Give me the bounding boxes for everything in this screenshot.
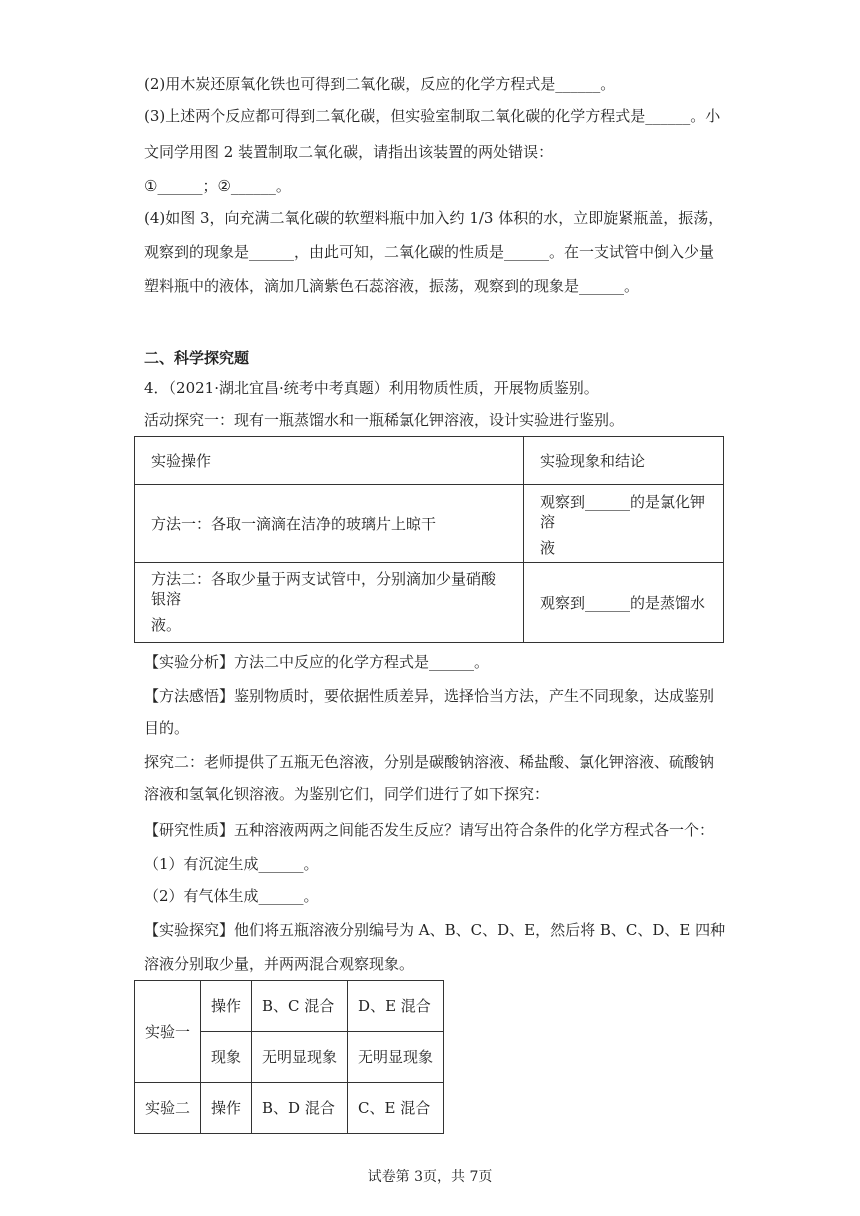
exp2-op-a: B、D 混合 [252, 1083, 348, 1134]
q3-part4-line2: 观察到的现象是______，由此可知，二氧化碳的性质是______。在一支试管中倒入少量 [144, 243, 715, 261]
explore2-line1: 探究二：老师提供了五瓶无色溶液，分别是碳酸钠溶液、稀盐酸、氯化钾溶液、硫酸钠 [144, 753, 715, 771]
exp-line1: 【实验探究】他们将五瓶溶液分别编号为 A、B、C、D、E，然后将 B、C、D、E 四种 [144, 921, 726, 939]
exp1-label: 实验一 [135, 981, 201, 1083]
research-text: 【研究性质】五种溶液两两之间能否发生反应？请写出符合条件的化学方程式各一个： [144, 821, 715, 839]
q3-part3-line1: (3)上述两个反应都可得到二氧化碳，但实验室制取二氧化碳的化学方程式是______。小 [144, 107, 721, 125]
research-item2: （2）有气体生成______。 [144, 887, 319, 905]
insight-line1: 【方法感悟】鉴别物质时，要依据性质差异，选择恰当方法，产生不同现象，达成鉴别 [144, 687, 715, 705]
section-title: 二、科学探究题 [144, 349, 250, 367]
exp2-op-b: C、E 混合 [348, 1083, 444, 1134]
exp1-phen-label: 现象 [201, 1032, 252, 1083]
q3-part3-line2: 文同学用图 2 装置制取二氧化碳，请指出该装置的两处错误： [144, 143, 554, 161]
page-footer: 试卷第 3页，共 7页 [367, 1169, 493, 1185]
exp1-op-a: B、C 混合 [252, 981, 348, 1032]
method2-operation [135, 563, 524, 643]
exp2-op-label: 操作 [201, 1083, 252, 1134]
header-result: 实验现象和结论 [524, 437, 724, 485]
method1-operation: 方法一：各取一滴滴在洁净的玻璃片上晾干 [135, 485, 524, 563]
explore2-line2: 溶液和氢氧化钡溶液。为鉴别它们，同学们进行了如下探究： [144, 785, 550, 803]
header-operation: 实验操作 [135, 437, 524, 485]
method1-result-line1: 观察到______的是氯化钾溶 [540, 492, 706, 531]
activity1-text: 活动探究一：现有一瓶蒸馏水和一瓶稀氯化钾溶液，设计实验进行鉴别。 [144, 411, 625, 429]
exp-line2: 溶液分别取少量，并两两混合观察现象。 [144, 955, 415, 973]
method1-result [524, 485, 724, 563]
q3-part4-line3: 塑料瓶中的液体，滴加几滴紫色石蕊溶液，振荡，观察到的现象是______。 [144, 277, 640, 295]
q3-part3-line3: ①______；②______。 [144, 177, 291, 195]
exp1-phen-b: 无明显现象 [348, 1032, 444, 1083]
q3-part4-line1: (4)如图 3，向充满二氧化碳的软塑料瓶中加入约 1/3 体积的水，立即旋紧瓶盖，振荡， [144, 209, 724, 227]
exp1-op-label: 操作 [201, 981, 252, 1032]
insight-line2: 目的。 [144, 719, 190, 737]
q4-intro: 4．（2021·湖北宜昌·统考中考真题）利用物质性质，开展物质鉴别。 [144, 379, 599, 397]
experiment-table [134, 980, 444, 1134]
analysis-text: 【实验分析】方法二中反应的化学方程式是______。 [144, 653, 490, 671]
q3-part2: (2)用木炭还原氧化铁也可得到二氧化碳，反应的化学方程式是______。 [144, 75, 616, 93]
exp2-label: 实验二 [135, 1083, 201, 1134]
method1-result-line2: 液 [540, 538, 556, 557]
method2-operation-line2: 液。 [151, 615, 182, 634]
research-item1: （1）有沉淀生成______。 [144, 855, 319, 873]
exp1-op-b: D、E 混合 [348, 981, 444, 1032]
exp1-phen-a: 无明显现象 [252, 1032, 348, 1083]
method2-result: 观察到______的是蒸馏水 [524, 563, 724, 643]
method2-operation-line1: 方法二：各取少量于两支试管中，分别滴加少量硝酸银溶 [151, 569, 497, 608]
identification-table [134, 436, 724, 643]
